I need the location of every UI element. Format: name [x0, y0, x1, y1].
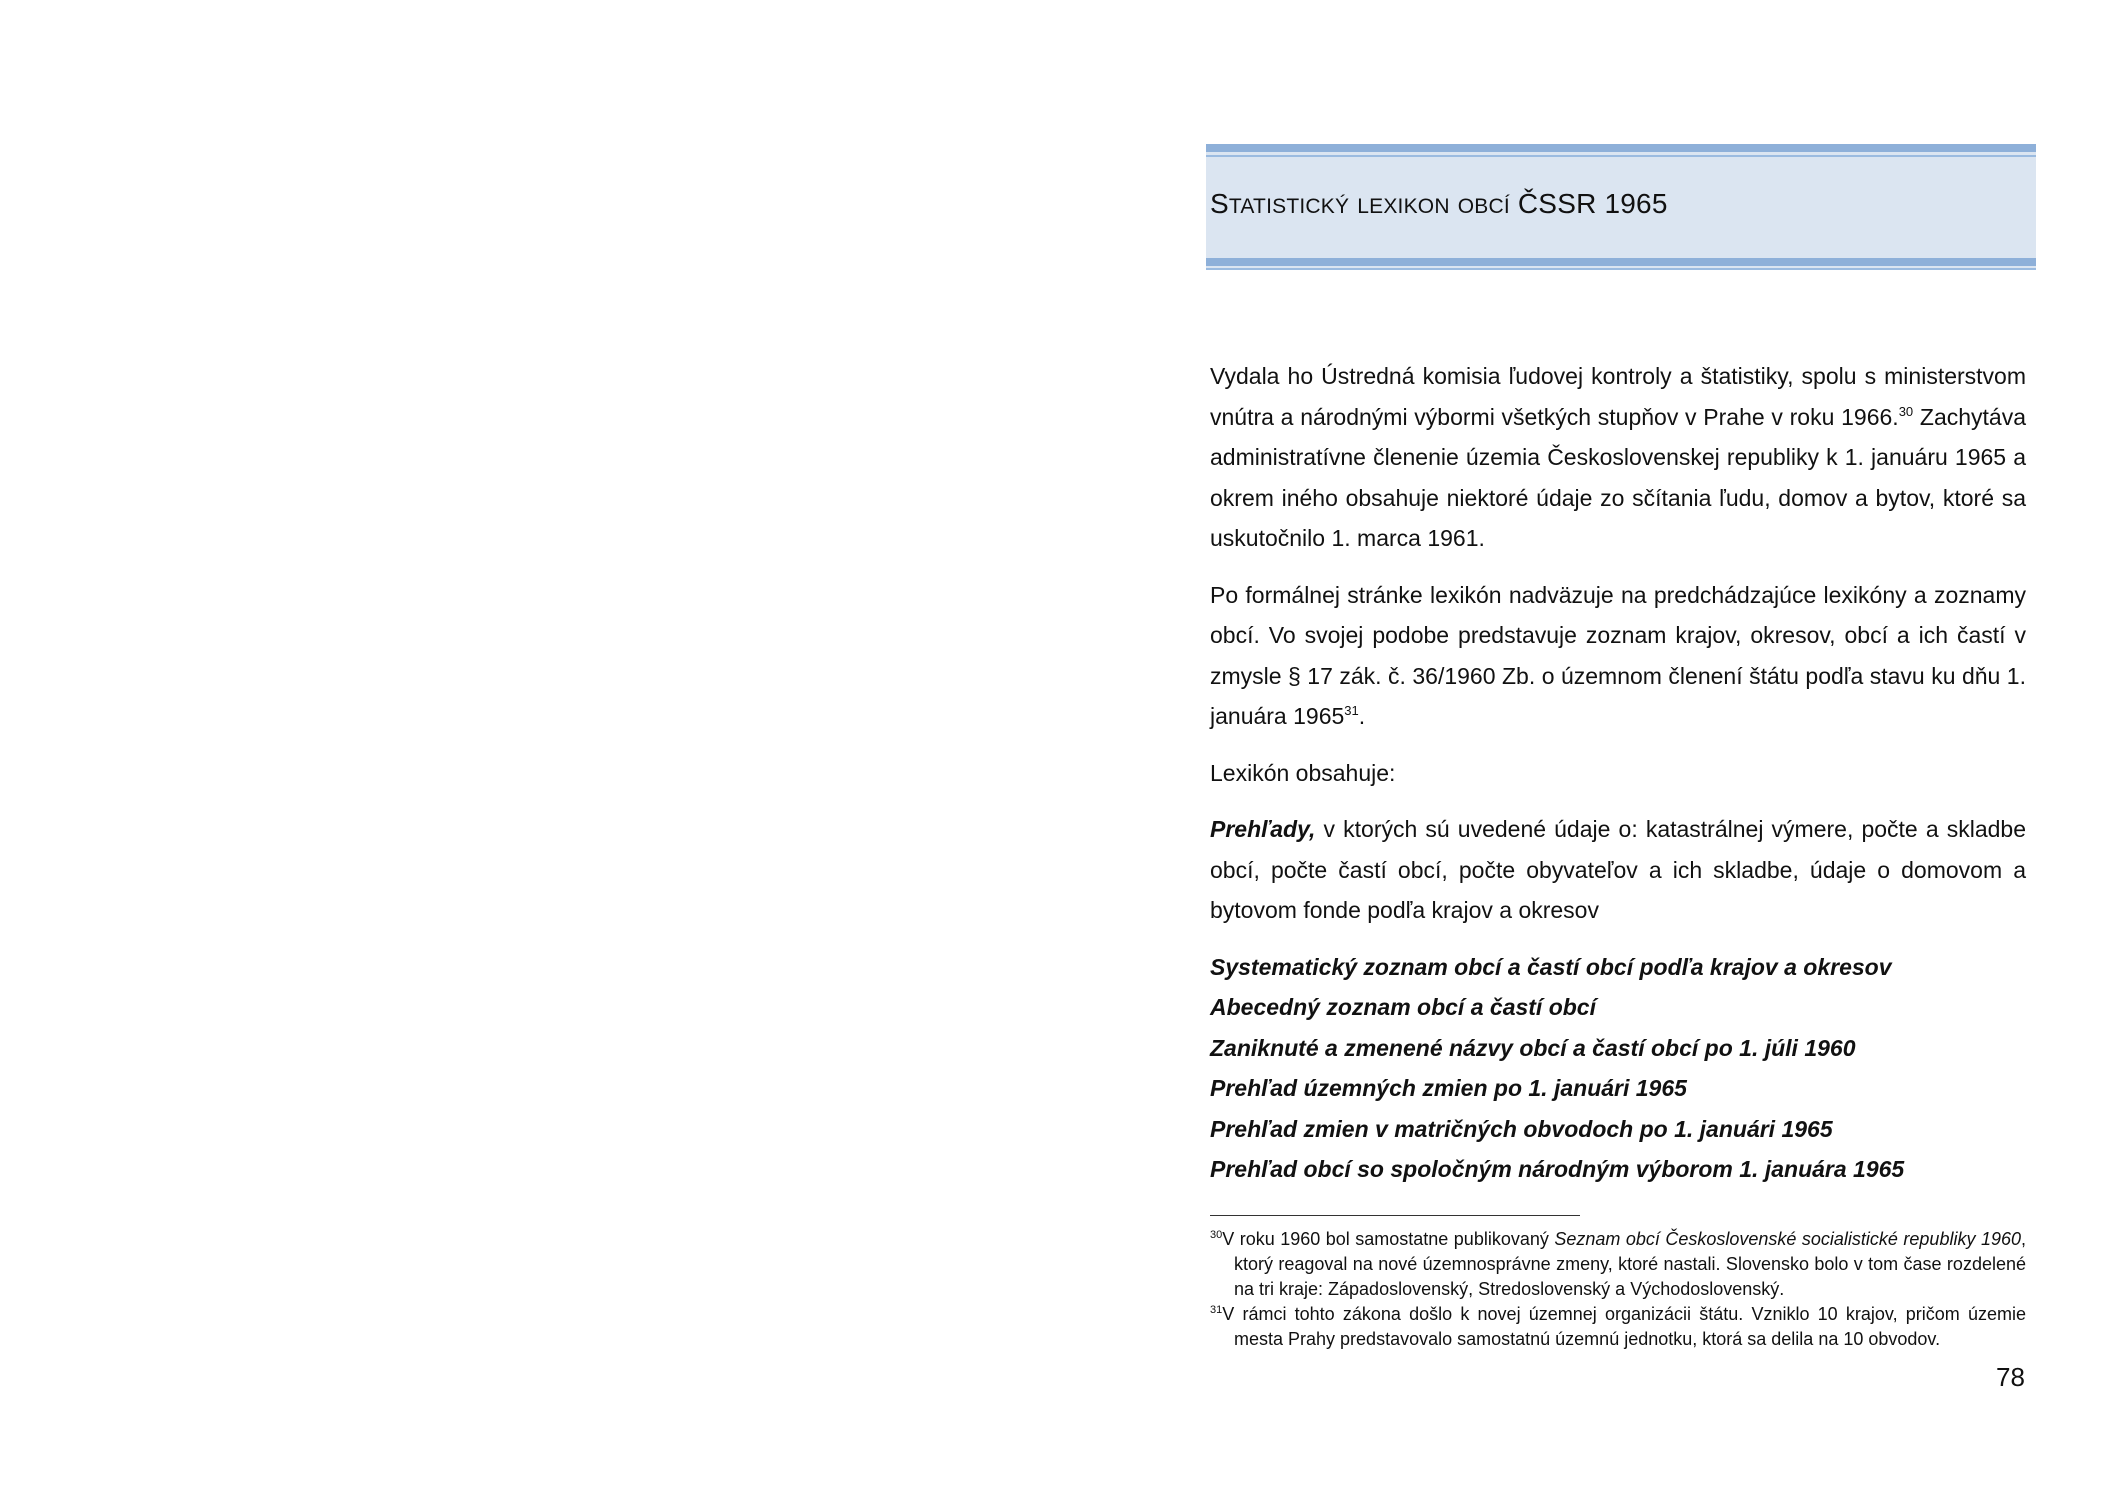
page-number: 78 — [1996, 1362, 2025, 1392]
footnote-ref-31: 31 — [1344, 703, 1359, 718]
list-item: Systematický zoznam obcí a častí obcí podľa krajov a okresov — [1210, 953, 1892, 980]
section-title: STATISTICKÝ LEXIKON OBCÍ ČSSR 1965 — [1210, 188, 1668, 219]
header-rule-bottom-thin — [1206, 268, 2036, 270]
list-item: Zaniknuté a zmenené názvy obcí a častí obcí po 1. júli 1960 — [1210, 1034, 1856, 1061]
paragraph-publication: Vydala ho Ústredná komisia ľudovej kontroly a štatistiky, spolu s ministerstvom vnútra a národnými výbormi všetkých stupňov v Prahe v roku 1966.30 Zachytáva administratívne členenie územia Československej republiky k 1. januáru 1965 a okrem iného obsahuje niektoré údaje zo sčítania ľudu, domov a bytov, ktoré sa uskutočnilo 1. marca 1961. — [1210, 363, 2026, 551]
footnote-ref-30: 30 — [1898, 403, 1914, 419]
paragraph-form: Po formálnej stránke lexikón nadväzuje na predchádzajúce lexikóny a zoznamy obcí. Vo svojej podobe predstavuje zoznam krajov, okresov, obcí a ich častí v zmysle § 17 zák. č. 36/1960 Zb. o územnom členení štátu podľa stavu ku dňu 1. januára 1965$^{31}$. — [1210, 581, 2026, 729]
body-text — [1210, 356, 2026, 1190]
paragraph-overviews: Prehľady, v ktorých sú uvedené údaje o: katastrálnej výmere, počte a skladbe obcí, počte častí obcí, počte obyvateľov a ich skladbe, údaje o domovom a bytovom fonde podľa krajov a okresov — [1210, 816, 2026, 923]
list-item: Prehľad zmien v matričných obvodoch po 1. januári 1965 — [1210, 1115, 1833, 1142]
footnote-separator — [1210, 1215, 1580, 1216]
list-item: Prehľad územných zmien po 1. januári 1965 — [1210, 1075, 1687, 1101]
header-rule-bottom — [1206, 258, 2036, 266]
document-page — [1206, 0, 2036, 1500]
footnotes — [1210, 1227, 2026, 1352]
footnote-30: $^{30}$V roku 1960 bol samostatne publikovaný Seznam obcí Československé socialistické republiky 1960, ktorý reagoval na nové územnosprávne zmeny, ktoré nastali. Slovensko bolo v tom čase rozdelené na tri kraje: Západoslovenský, Stredoslovenský a Východoslovenský. — [1210, 1229, 2026, 1299]
footnote-31: $^{31}$V rámci tohto zákona došlo k novej územnej organizácii štátu. Vzniklo 10 krajov, pričom územie mesta Prahy predstavovalo samostatnú územnú jednotku, ktorá sa delila na 10 obvodov. — [1210, 1304, 2026, 1349]
header-rule-top-thin — [1206, 155, 2036, 157]
list-item: Abecedný zoznam obcí a častí obcí — [1210, 994, 1596, 1020]
section-header-band — [1206, 144, 2036, 270]
header-rule-top — [1206, 144, 2036, 152]
list-item: Prehľad obcí so spoločným národným výborom 1. januára 1965 — [1210, 1156, 1905, 1182]
contents-list — [1210, 947, 2026, 1190]
paragraph-contents-intro: Lexikón obsahuje: — [1210, 759, 1396, 786]
